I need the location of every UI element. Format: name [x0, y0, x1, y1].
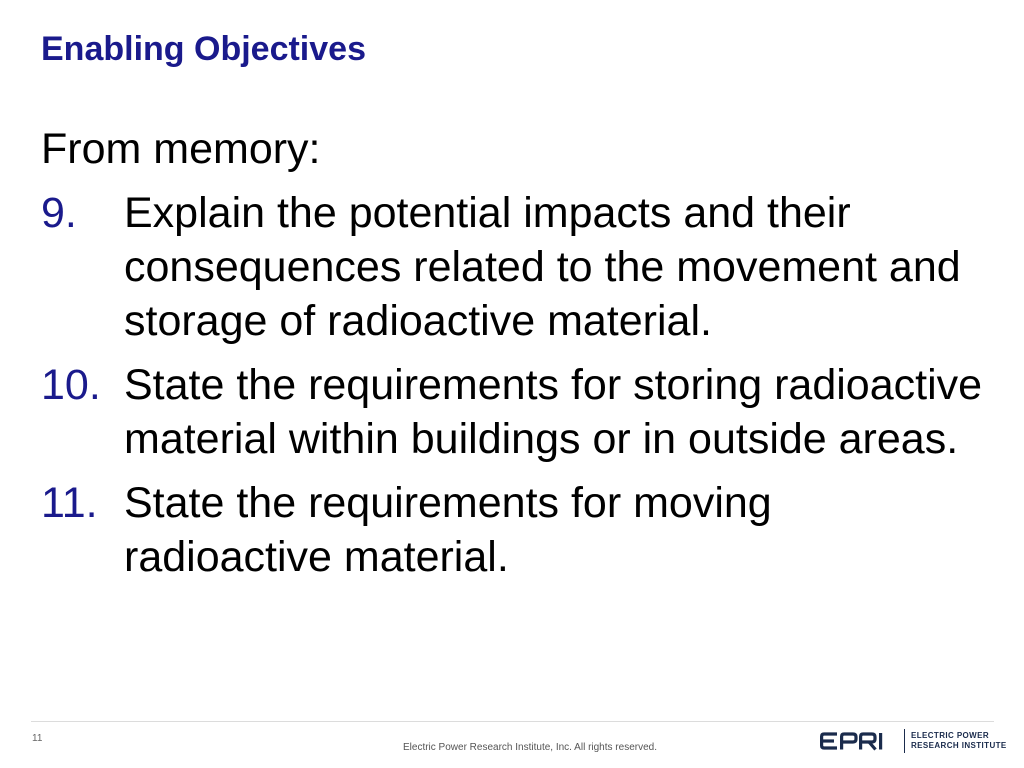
slide-title: Enabling Objectives — [41, 30, 366, 68]
logo-divider — [904, 729, 905, 753]
intro-text: From memory: — [41, 125, 321, 173]
objectives-list — [41, 186, 991, 594]
objective-text: State the requirements for moving radioactive material. — [124, 479, 772, 581]
objective-item — [41, 186, 991, 348]
logo-wordmark — [911, 731, 1007, 751]
objective-number: 10. — [41, 361, 101, 409]
objective-item — [41, 476, 991, 584]
logo-line-1: ELECTRIC POWER — [911, 731, 990, 740]
footer-divider — [31, 721, 994, 722]
objective-item — [41, 358, 991, 466]
logo-line-2: RESEARCH INSTITUTE — [911, 741, 1007, 750]
objective-number: 11. — [41, 479, 98, 527]
objective-text: Explain the potential impacts and their consequences related to the movement and storage of radioactive material. — [124, 189, 961, 345]
objective-number: 9. — [41, 189, 77, 237]
page-number: 11 — [32, 733, 43, 744]
epri-logo — [820, 729, 1007, 753]
epri-logo-mark — [820, 731, 896, 751]
objective-text: State the requirements for storing radioactive material within buildings or in outside areas. — [124, 361, 983, 463]
copyright-notice: Electric Power Research Institute, Inc. All rights reserved. — [403, 742, 657, 753]
